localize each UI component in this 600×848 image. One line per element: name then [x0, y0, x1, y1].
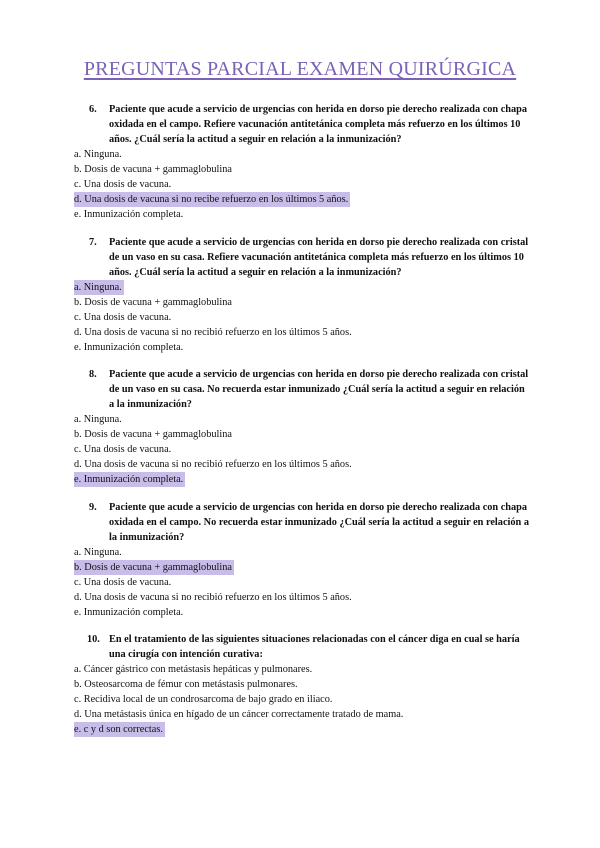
- options-list: [0, 412, 600, 487]
- option-d[interactable]: d. Una dosis de vacuna si no recibió refuerzo en los últimos 5 años.: [74, 327, 352, 338]
- options-list: [0, 545, 600, 620]
- question-stem: [89, 367, 529, 412]
- option-a[interactable]: a. Ninguna.: [74, 547, 122, 558]
- option-d[interactable]: d. Una dosis de vacuna si no recibió refuerzo en los últimos 5 años.: [74, 459, 352, 470]
- page-title: PREGUNTAS PARCIAL EXAMEN QUIRÚRGICA: [83, 58, 517, 80]
- question-text: En el tratamiento de las siguientes situaciones relacionadas con el cáncer diga en cual se haría una cirugía con intención curativa:: [109, 634, 520, 660]
- option-b[interactable]: b. Osteosarcoma de fémur con metástasis pulmonares.: [74, 679, 298, 690]
- options-list: [0, 280, 600, 355]
- question-6: [0, 102, 600, 222]
- option-d[interactable]: d. Una metástasis única en hígado de un cáncer correctamente tratado de mama.: [74, 709, 404, 720]
- option-c[interactable]: c. Una dosis de vacuna.: [74, 312, 172, 323]
- option-a[interactable]: a. Ninguna.: [74, 414, 122, 425]
- question-stem: [89, 102, 529, 147]
- question-stem: [89, 235, 529, 280]
- question-number: 7.: [89, 237, 97, 248]
- option-e[interactable]: e. Inmunización completa.: [74, 607, 184, 618]
- option-c[interactable]: c. Una dosis de vacuna.: [74, 577, 172, 588]
- option-c[interactable]: c. Recidiva local de un condrosarcoma de bajo grado en iliaco.: [74, 694, 333, 705]
- question-text: Paciente que acude a servicio de urgencias con herida en dorso pie derecho realizada con chapa oxidada en el campo. Refiere vacunación antitetánica completa más refuerzo en los últimos 10 años. ¿Cuál sería la actitud a seguir en relación a la inmunización?: [109, 104, 528, 145]
- option-b[interactable]: b. Dosis de vacuna + gammaglobulina: [74, 297, 232, 308]
- question-8: [0, 367, 600, 487]
- question-7: [0, 235, 600, 355]
- option-c[interactable]: c. Una dosis de vacuna.: [74, 444, 172, 455]
- option-c[interactable]: c. Una dosis de vacuna.: [74, 179, 172, 190]
- option-e[interactable]: e. Inmunización completa.: [74, 342, 184, 353]
- options-list: [0, 147, 600, 222]
- option-a[interactable]: a. Ninguna.: [74, 282, 122, 293]
- option-e[interactable]: e. c y d son correctas.: [74, 724, 163, 735]
- option-b[interactable]: b. Dosis de vacuna + gammaglobulina: [74, 429, 232, 440]
- option-e[interactable]: e. Inmunización completa.: [74, 474, 184, 485]
- question-stem: [87, 632, 529, 662]
- option-a[interactable]: a. Ninguna.: [74, 149, 122, 160]
- question-text: Paciente que acude a servicio de urgencias con herida en dorso pie derecho realizada con cristal de un vaso en su casa. No recuerda estar inmunizado ¿Cuál sería la actitud a seguir en relación a la inmunización?: [109, 369, 529, 410]
- option-e[interactable]: e. Inmunización completa.: [74, 209, 184, 220]
- question-number: 9.: [89, 502, 97, 513]
- question-9: [0, 500, 600, 620]
- question-number: 8.: [89, 369, 97, 380]
- question-number: 6.: [89, 104, 97, 115]
- question-stem: [89, 500, 529, 545]
- question-number: 10.: [87, 634, 100, 645]
- question-10: [0, 632, 600, 737]
- question-text: Paciente que acude a servicio de urgencias con herida en dorso pie derecho realizada con cristal de un vaso en su casa. Refiere vacunación antitetánica completa más refuerzo en los últimos 10 años. ¿Cuál sería la actitud a seguir en relación a la inmunización?: [109, 237, 529, 278]
- question-text: Paciente que acude a servicio de urgencias con herida en dorso pie derecho realizada con chapa oxidada en el campo. No recuerda estar inmunizado ¿Cuál sería la actitud a seguir en relación a la inmunización?: [109, 502, 529, 543]
- option-b[interactable]: b. Dosis de vacuna + gammaglobulina: [74, 562, 232, 573]
- options-list: [0, 662, 600, 737]
- option-d[interactable]: d. Una dosis de vacuna si no recibió refuerzo en los últimos 5 años.: [74, 592, 352, 603]
- option-a[interactable]: a. Cáncer gástrico con metástasis hepáticas y pulmonares.: [74, 664, 313, 675]
- option-d[interactable]: d. Una dosis de vacuna si no recibe refuerzo en los últimos 5 años.: [74, 194, 349, 205]
- option-b[interactable]: b. Dosis de vacuna + gammaglobulina: [74, 164, 232, 175]
